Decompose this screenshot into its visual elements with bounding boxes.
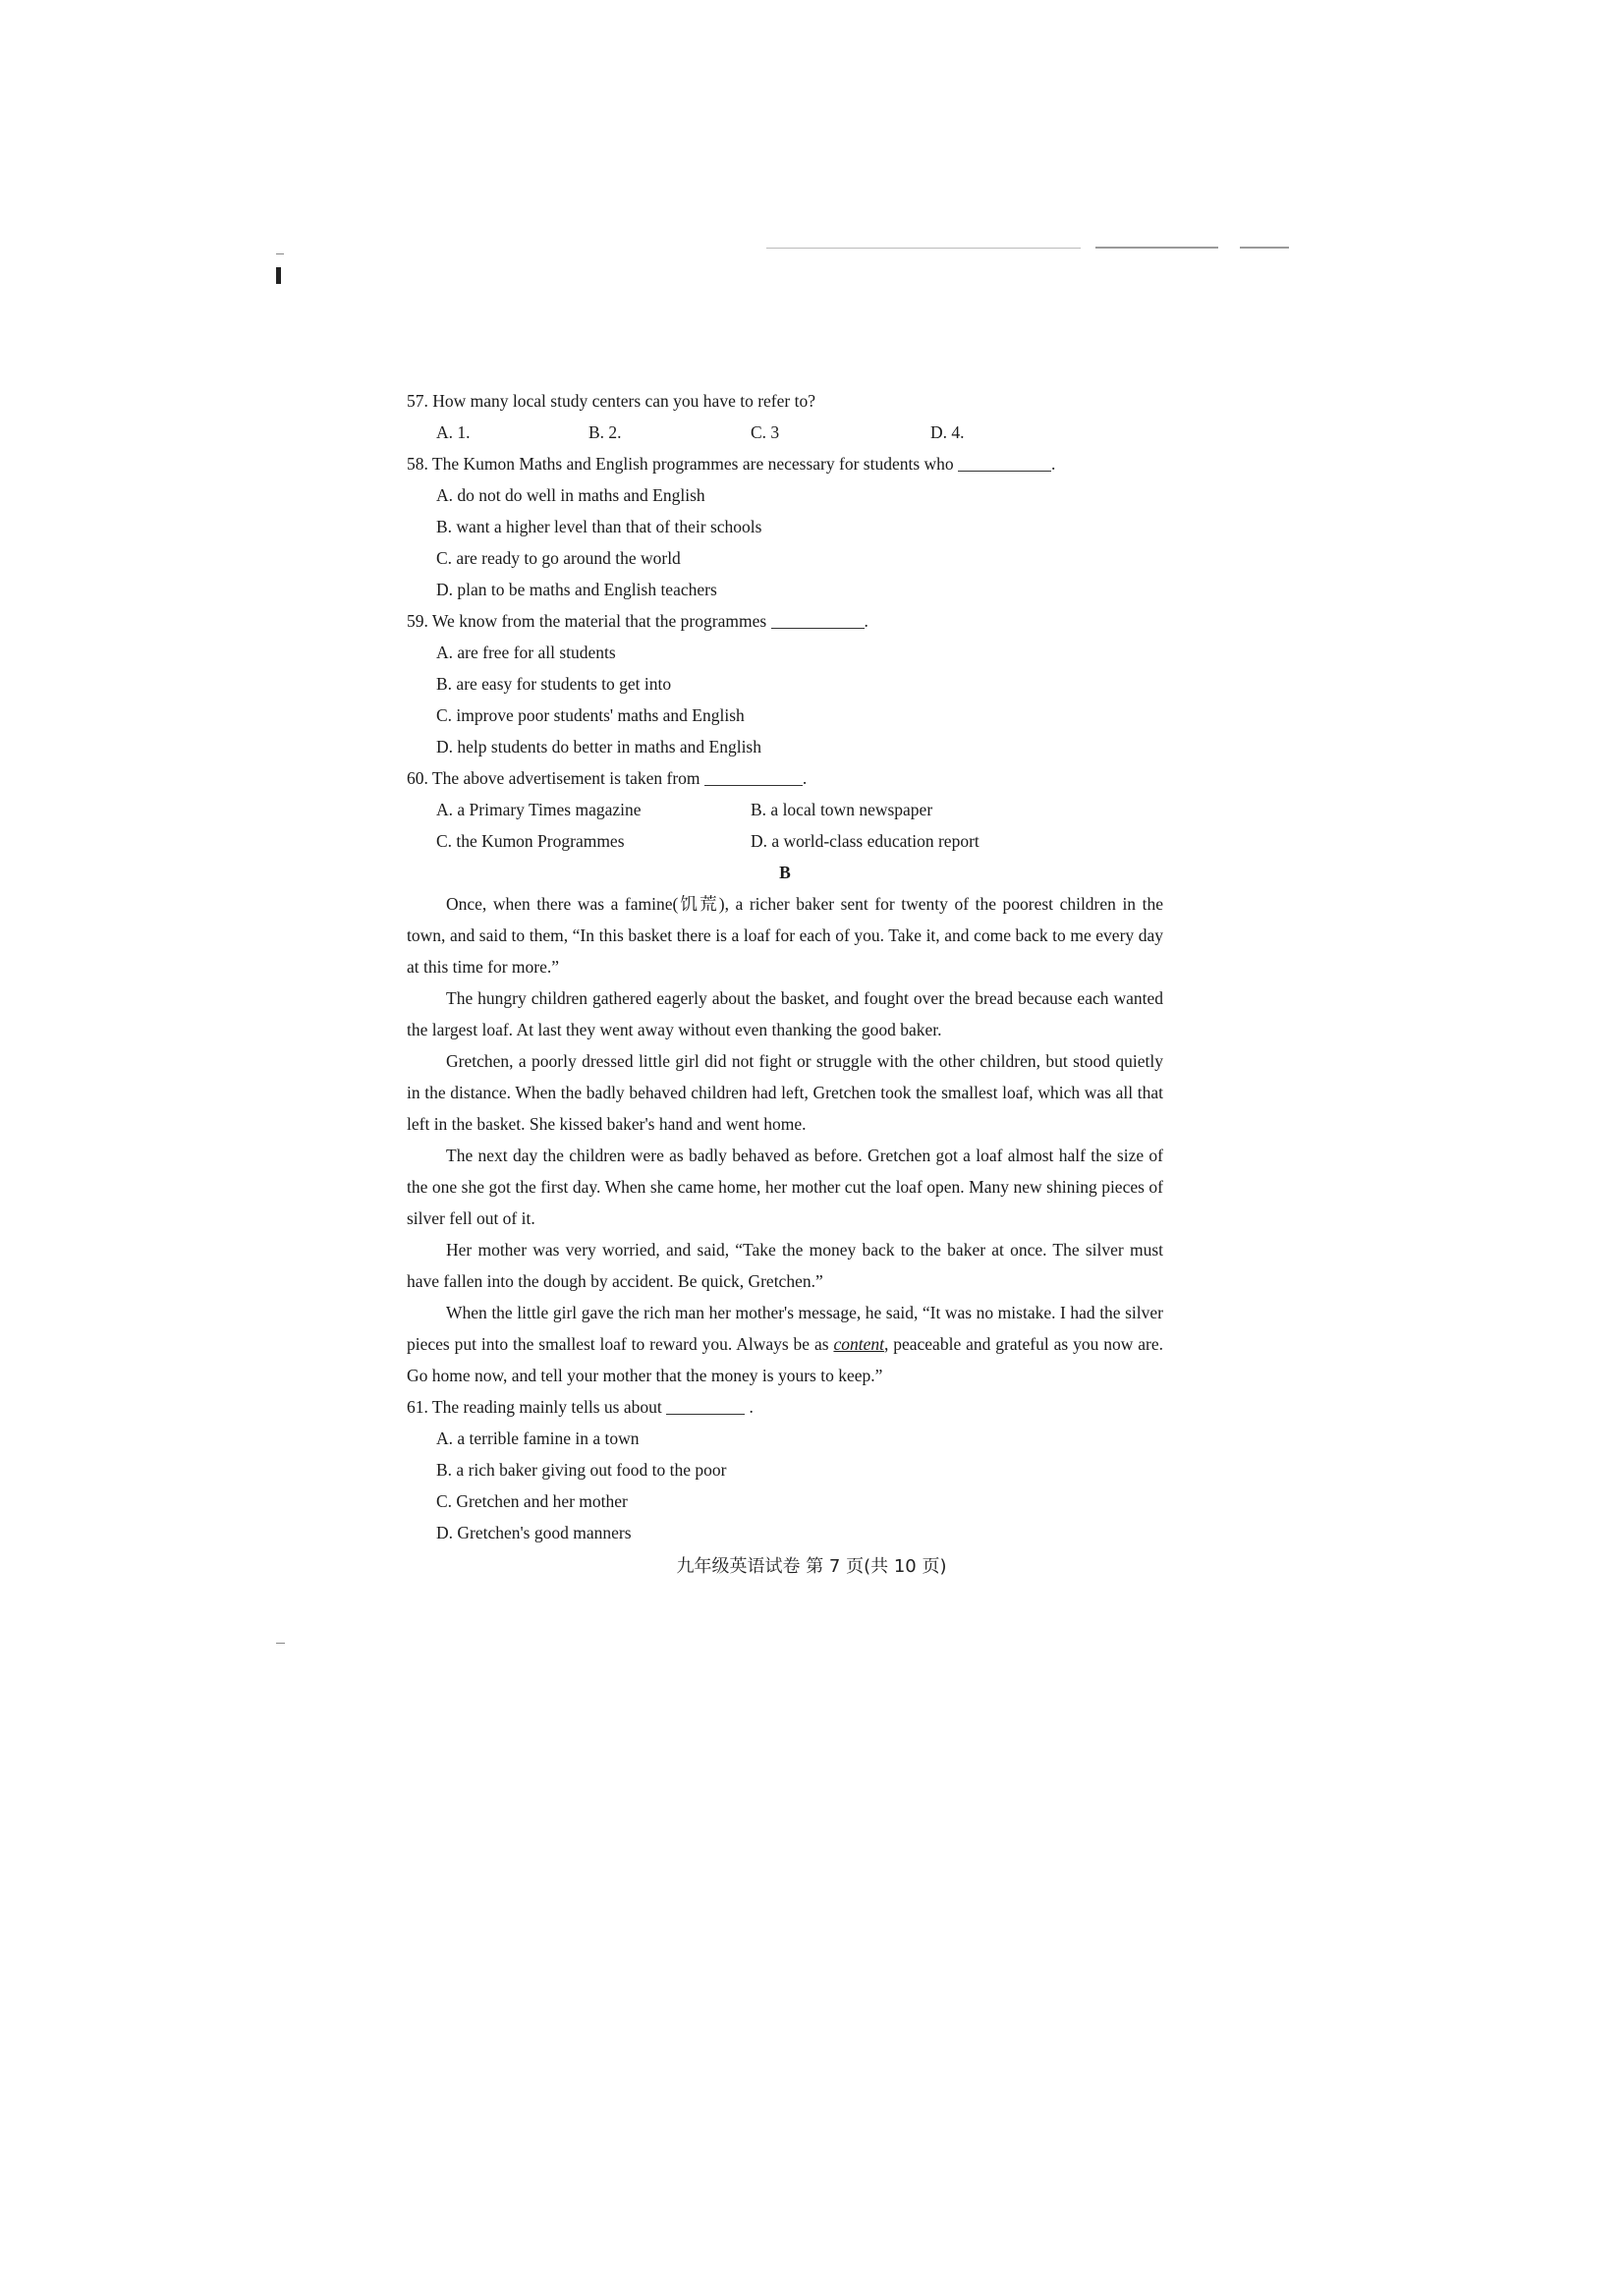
question-57-option-b: B. 2. <box>588 422 622 442</box>
passage-paragraph-4: The next day the children were as badly behaved as before. Gretchen got a loaf almost half the size of the one she got the first day. When she came home, her mother cut the loaf open. Many new shining pieces of silver fell out of it. <box>407 1146 1163 1228</box>
scan-line-top-3 <box>1240 247 1289 249</box>
question-59-stem-end: . <box>864 611 868 631</box>
question-59-option-c: C. improve poor students' maths and English <box>436 705 745 725</box>
question-58-option-c: C. are ready to go around the world <box>436 548 681 568</box>
question-58-answer-blank[interactable] <box>958 451 1051 472</box>
passage-paragraph-6-end: , peaceable and grateful as you now are. Go home now, and tell your mother that the money is yours to keep.” <box>407 1334 1163 1385</box>
exam-content <box>407 385 1163 1548</box>
question-61-stem-end: . <box>749 1397 754 1417</box>
question-58-option-a: A. do not do well in maths and English <box>436 485 705 505</box>
question-61-stem <box>407 1391 1163 1423</box>
page-footer: 九年级英语试卷 第 7 页(共 10 页) <box>676 1556 947 1577</box>
passage-paragraph-6-start: When the little girl gave the rich man her mother's message, he said, “It was no mistake. I had the silver pieces put into the smallest loaf to reward you. Always be as <box>407 1303 1163 1354</box>
question-59-option-b: B. are easy for students to get into <box>436 674 672 694</box>
scan-tick-left-top <box>276 253 284 254</box>
question-59-answer-blank[interactable] <box>771 608 865 629</box>
question-58-option-b: B. want a higher level than that of their schools <box>436 517 762 536</box>
question-60-options-row-1 <box>407 794 1163 825</box>
question-57-stem: 57. How many local study centers can you have to refer to? <box>407 391 815 411</box>
question-60-option-a: A. a Primary Times magazine <box>436 800 642 819</box>
question-60-stem-text: 60. The above advertisement is taken from <box>407 768 700 788</box>
question-61-option-a: A. a terrible famine in a town <box>436 1428 640 1448</box>
question-58-stem <box>407 448 1163 479</box>
question-57-options <box>407 417 1163 448</box>
scan-line-top-2 <box>1095 247 1218 249</box>
question-60-stem <box>407 762 1163 794</box>
question-61-option-c: C. Gretchen and her mother <box>436 1491 628 1511</box>
question-57-option-d: D. 4. <box>930 422 965 442</box>
scan-line-top-1 <box>766 248 1081 249</box>
question-61-answer-blank[interactable] <box>666 1394 745 1415</box>
emphasized-word-content: content <box>833 1334 884 1354</box>
scan-mark-left <box>276 267 281 284</box>
scan-tick-left-bottom <box>276 1643 285 1644</box>
passage-paragraph-6 <box>407 1297 1163 1391</box>
question-58-option-d: D. plan to be maths and English teachers <box>436 580 717 599</box>
question-57-option-a: A. 1. <box>436 422 471 442</box>
question-61-stem-text: 61. The reading mainly tells us about <box>407 1397 662 1417</box>
reading-passage <box>407 888 1163 1391</box>
question-59-stem-text: 59. We know from the material that the programmes <box>407 611 767 631</box>
question-61-option-d: D. Gretchen's good manners <box>436 1523 632 1542</box>
question-61-option-b: B. a rich baker giving out food to the poor <box>436 1460 727 1480</box>
question-60-option-d: D. a world-class education report <box>751 831 979 851</box>
section-b-title: B <box>779 863 791 882</box>
question-60-stem-end: . <box>802 768 808 788</box>
question-58-stem-text: 58. The Kumon Maths and English programmes are necessary for students who <box>407 454 954 474</box>
question-59-option-d: D. help students do better in maths and English <box>436 737 761 756</box>
passage-paragraph-2: The hungry children gathered eagerly about the basket, and fought over the bread because each wanted the largest loaf. At last they went away without even thanking the good baker. <box>407 988 1163 1039</box>
question-59-stem <box>407 605 1163 637</box>
question-60-option-b: B. a local town newspaper <box>751 800 933 819</box>
passage-paragraph-1: Once, when there was a famine(饥荒), a richer baker sent for twenty of the poorest children in the town, and said to them, “In this basket there is a loaf for each of you. Take it, and come back to me every day at this time for more.” <box>407 894 1163 977</box>
question-59-option-a: A. are free for all students <box>436 643 616 662</box>
question-60-answer-blank[interactable] <box>704 765 803 786</box>
passage-paragraph-3: Gretchen, a poorly dressed little girl did not fight or struggle with the other children, but stood quietly in the distance. When the badly behaved children had left, Gretchen took the smallest loaf, which was all that left in the basket. She kissed baker's hand and went home. <box>407 1051 1163 1134</box>
question-58-stem-end: . <box>1051 454 1056 474</box>
question-57-option-c: C. 3 <box>751 422 780 442</box>
question-60-options-row-2 <box>407 825 1163 857</box>
question-60-option-c: C. the Kumon Programmes <box>436 831 625 851</box>
passage-paragraph-5: Her mother was very worried, and said, “Take the money back to the baker at once. The silver must have fallen into the dough by accident. Be quick, Gretchen.” <box>407 1240 1163 1291</box>
